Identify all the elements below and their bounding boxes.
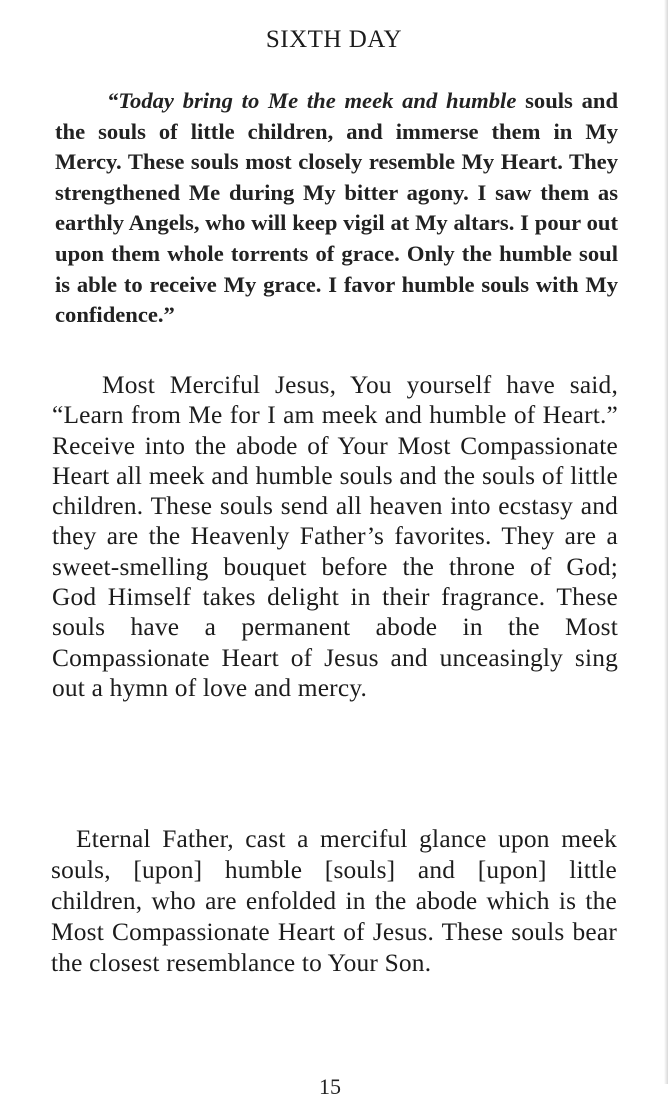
page-edge-shadow	[664, 0, 668, 1084]
page-number: 15	[319, 1074, 341, 1099]
page-title: SIXTH DAY	[265, 26, 403, 53]
prayer-to-father-paragraph: Eternal Father, cast a merciful glance upon meek souls, [upon] humble [souls] and [upon] little children, who are enfolded in the abode which is the Most Compassionate Heart of Jesus. These souls bear the closest resemblance to Your Son.	[51, 825, 617, 977]
quote-text: souls and the souls of little children, and immerse them in My Mercy. These souls most closely resemble My Heart. They strengthened Me during My bitter agony. I saw them as earthly Angels, who will keep vigil at My altars. I pour out upon them whole torrents of grace. Only the humble soul is able to receive My grace. I favor humble souls with My confidence.”	[55, 88, 619, 328]
quote-italic-opening: “Today bring to Me the meek and humble	[107, 88, 517, 113]
prayer-to-jesus-paragraph: Most Merciful Jesus, You yourself have said, “Learn from Me for I am meek and humble of Heart.” Receive into the abode of Your Most Compassionate Heart all meek and humble souls and the souls of little children. These souls send all heaven into ecstasy and they are the Heavenly Father’s favorites. They are a sweet-smelling bouquet before the throne of God; God Himself takes delight in their fragrance. These souls have a permanent abode in the Most Compassionate Heart of Jesus and unceasingly sing out a hymn of love and mercy.	[52, 371, 618, 702]
jesus-quote-paragraph	[55, 86, 618, 331]
